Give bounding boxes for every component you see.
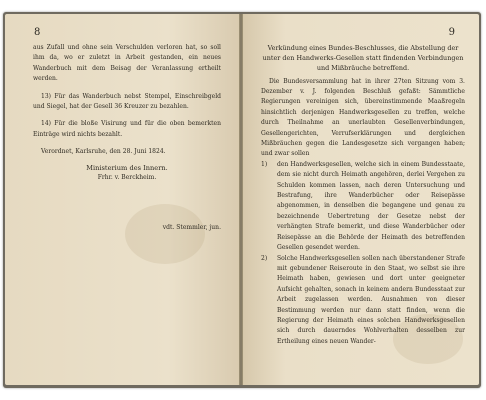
item-text: den Handwerksgesellen, welche sich in einem Bundesstaate, dem sie nicht durch Heimath angehören, derlei Vergehen zu Schulden kommen lassen, nach deren Untersuchung und Bestrafung, ihre Wanderbücher oder Reisepässe abgenommen, in denselben die begangene und genau zu bezeichnende Uebertretung der Gesetze nebst der verhängten Strafe bemerkt, und diese Wanderbücher oder Reisepässe an die Behörde der Heimath des betreffenden Gesellen gesendet werden. bbox=[277, 160, 465, 252]
decree-title: Verkündung eines Bundes-Beschlusses, die Abstellung der unter den Handwerks-Gesellen statt findenden Verbindungen und Mißbräuche betreffend. bbox=[262, 44, 464, 73]
item-number: 2) bbox=[261, 254, 268, 262]
paragraph-13: 13) Für das Wanderbuch nebst Stempel, Einschreibgeld und Siegel, hat der Gesell 36 Kreuzer zu bezahlen. bbox=[33, 92, 221, 111]
item-text: Solche Handwerksgesellen sollen nach überstandener Strafe mit gebundener Reiseroute in den Staat, wo selbst sie ihre Heimath haben, gewiesen und dort unter geeigneter Aufsicht gehalten, sonach in keinem andern Bundesstaat zur Arbeit zugelassen werden. Ausnahmen von dieser Bestimmung werden nur dann statt finden, wenn die Regierung der Heimath eines solchen Handwerksgesellen sich durch dauerndes Wohlverhalten desselben zur Ertheilung eines neuen Wander- bbox=[277, 254, 465, 345]
left-page bbox=[5, 14, 239, 385]
decree-item-2 bbox=[261, 254, 465, 348]
booklet bbox=[3, 12, 481, 388]
countersignature: vdt. Stemmler, jun. bbox=[162, 224, 221, 232]
decree-intro: Die Bundesversammlung hat in ihrer 27ten Sitzung vom 3. Dezember v. J. folgenden Beschluß gefaßt: Sämmtliche Regierungen vereinigen sich, übereinstimmende Maaßregeln hinsichtlich derjenigen Handwerksgesellen zu treffen, welche durch Theilnahme an unerlaubten Gesellenverbindungen, Gesellengerichten, Verrufserklärungen und dergleichen Mißbräuchen gegen die Landesgesetze sich vergangen haben; und zwar sollen bbox=[261, 77, 465, 158]
right-page-text bbox=[261, 43, 465, 347]
right-page bbox=[243, 14, 479, 385]
paragraph-continuation: aus Zufall und ohne sein Verschulden verloren hat, so soll ihm da, wo er zuletzt in Arbeit gestanden, ein neues Wanderbuch mit dem Beisag der Veranlassung ertheilt werden. bbox=[33, 44, 221, 83]
page-number-left: 8 bbox=[34, 27, 41, 38]
item-number: 1) bbox=[261, 160, 268, 168]
left-page-text bbox=[33, 43, 221, 234]
ministry-name: Ministerium des Innern. bbox=[86, 163, 168, 172]
dateline: Verordnet, Karlsruhe, den 28. Juni 1824. bbox=[41, 148, 166, 156]
decree-item-1 bbox=[261, 160, 465, 254]
paragraph-14: 14) Für die bloße Visirung und für die oben bemerkten Einträge wird nichts bezahlt. bbox=[33, 120, 221, 138]
page-number-right: 9 bbox=[448, 27, 455, 38]
minister-signature: Frhr. v. Berckheim. bbox=[97, 174, 157, 182]
